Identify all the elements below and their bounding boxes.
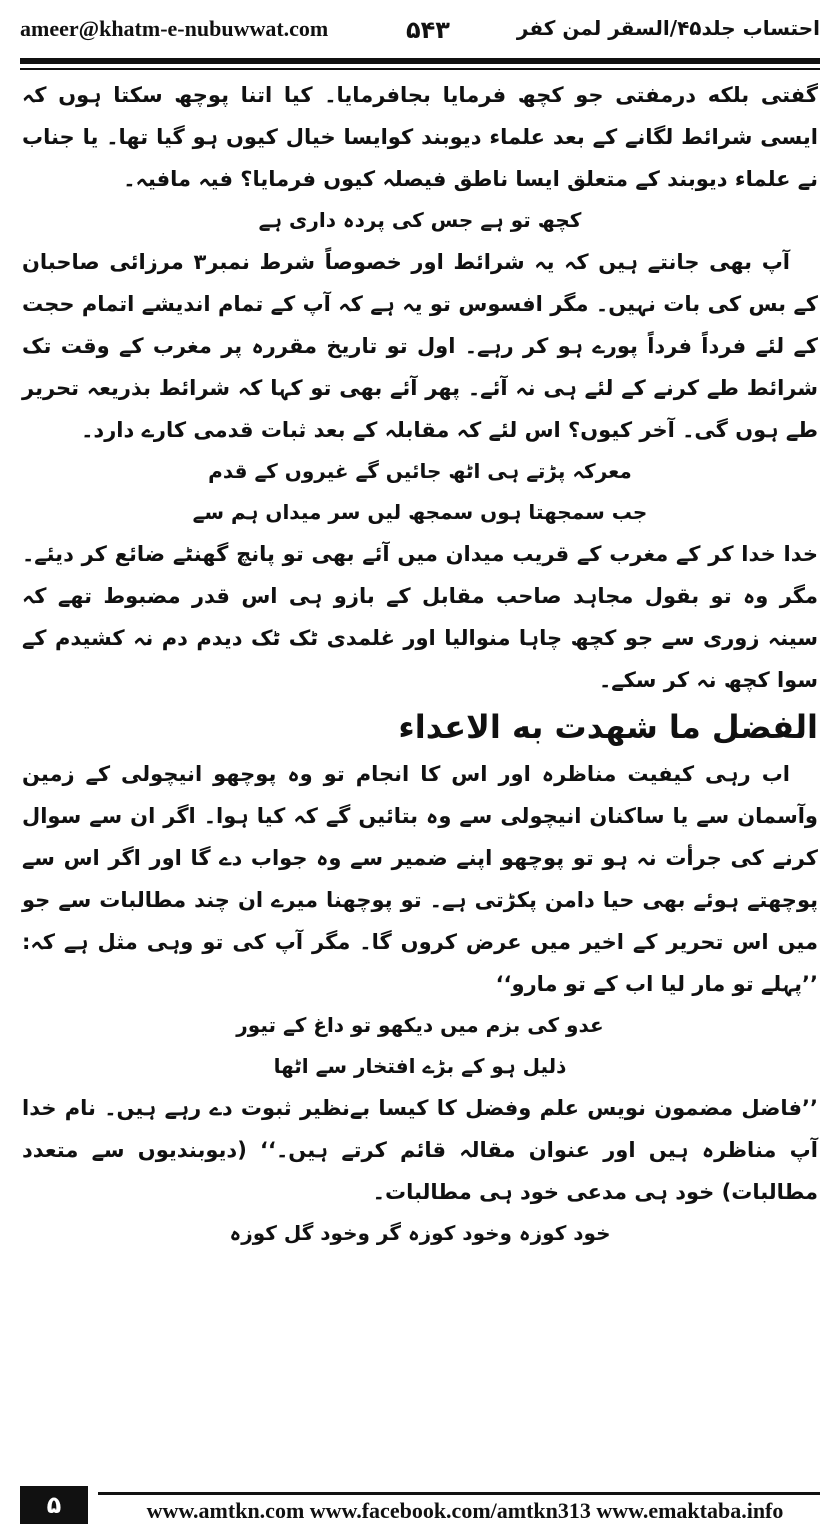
header-rule-thin [20, 68, 820, 70]
header-email: ameer@khatm-e-nubuwwat.com [20, 16, 329, 41]
page-header [20, 14, 820, 64]
verse-1: کچھ تو ہے جس کی پردہ داری ہے [258, 208, 582, 232]
paragraph-3: خدا خدا کر کے مغرب کے قریب میدان میں آئے بھی تو پانچ گھنٹے ضائع کر دیئے۔ مگر وہ تو بقول مجاہد صاحب مقابل کے بازو ہی اس قدر مضبوط تھے کہ سینہ زوری سے جو کچھ چاہا منوالیا اور غلمدی ٹک ٹک دیدم دم نہ کشیدم کے سوا کچھ نہ کر سکے۔ [22, 542, 818, 692]
page-footer [20, 1486, 820, 1526]
paragraph-2: آپ بھی جانتے ہیں کہ یہ شرائط اور خصوصاً شرط نمبر۳ مرزائی صاحبان کے بس کی بات نہیں۔ مگر افسوس تو یہ ہے کہ آپ کے تمام اندیشے اتمام حجت کے لئے فرداً فرداً پورے ہو کر رہے۔ اول تو تاریخ مقررہ پر مغرب کے وقت تک شرائط طے کرنے کے لئے ہی نہ آئے۔ پھر آئے بھی تو کہا کہ شرائط بذریعہ تحریر طے ہوں گی۔ آخر کیوں؟ اس لئے کہ مقابلہ کے بعد ثبات قدمی کارے دارد۔ [22, 250, 818, 442]
verse-2-line-2: جب سمجھتا ہوں سمجھ لیں سر میداں ہم سے [192, 500, 648, 524]
book-title: احتساب جلد۴۵/السقر لمن کفر [516, 16, 820, 40]
footer-rule [98, 1492, 820, 1495]
footer-number: ۵ [20, 1486, 88, 1524]
verse-3-line-2: ذلیل ہو کے بڑے افتخار سے اٹھا [273, 1054, 567, 1078]
page-body [22, 74, 818, 1254]
paragraph-5: ’’فاضل مضمون نویس علم وفضل کا کیسا بےنظیر ثبوت دے رہے ہیں۔ نام خدا آپ مناظرہ ہیں اور عنوان مقالہ قائم کرتے ہیں۔‘‘ (دیوبندیوں سے متعدد مطالبات) خود ہی مدعی خود ہی مطالبات۔ [22, 1096, 818, 1204]
header-rule-thick [20, 58, 820, 64]
verse-2-line-1: معرکہ پڑتے ہی اٹھ جائیں گے غیروں کے قدم [208, 459, 632, 483]
verse-4: خود کوزہ وخود کوزہ گر وخود گل کوزہ [229, 1221, 611, 1245]
paragraph-4: اب رہی کیفیت مناظرہ اور اس کا انجام تو وہ پوچھو انیچولی کے زمین وآسمان سے یا ساکنان انیچولی سے وہ بتائیں گے کہ کیا ہوا۔ اگر ان سے سوال کرنے کی جرأت نہ ہو تو پوچھو اپنے ضمیر سے وہ جواب دے گا اور اگر اس سے پوچھتے ہوئے بھی حیا دامن پکڑتی ہے۔ تو پوچھنا میرے ان چند مطالبات سے جو میں اس تحریر کے اخیر میں عرض کروں گا۔ مگر آپ کی تو وہی مثل ہے کہ: ’’پہلے تو مار لیا اب کے تو مارو‘‘ [22, 762, 818, 996]
verse-3-line-1: عدو کی بزم میں دیکھو تو داغ کے تیور [236, 1013, 604, 1037]
paragraph-1: گفتی بلکه درمفتی جو کچھ فرمایا بجافرمایا۔ کیا اتنا پوچھ سکتا ہوں کہ ایسی شرائط لگانے کے بعد علماء دیوبند کوایسا خیال کیوں ہو گیا تھا۔ یا جناب نے علماء دیوبند کے متعلق ایسا ناطق فیصلہ کیوں فرمایا؟ فیہ مافیہ۔ [22, 83, 818, 191]
section-heading: الفضل ما شهدت به الاعداء [398, 708, 818, 746]
footer-urls[interactable]: www.amtkn.com www.facebook.com/amtkn313 www.emaktaba.info [146, 1498, 784, 1523]
page-number: ۵۴۳ [406, 16, 450, 44]
